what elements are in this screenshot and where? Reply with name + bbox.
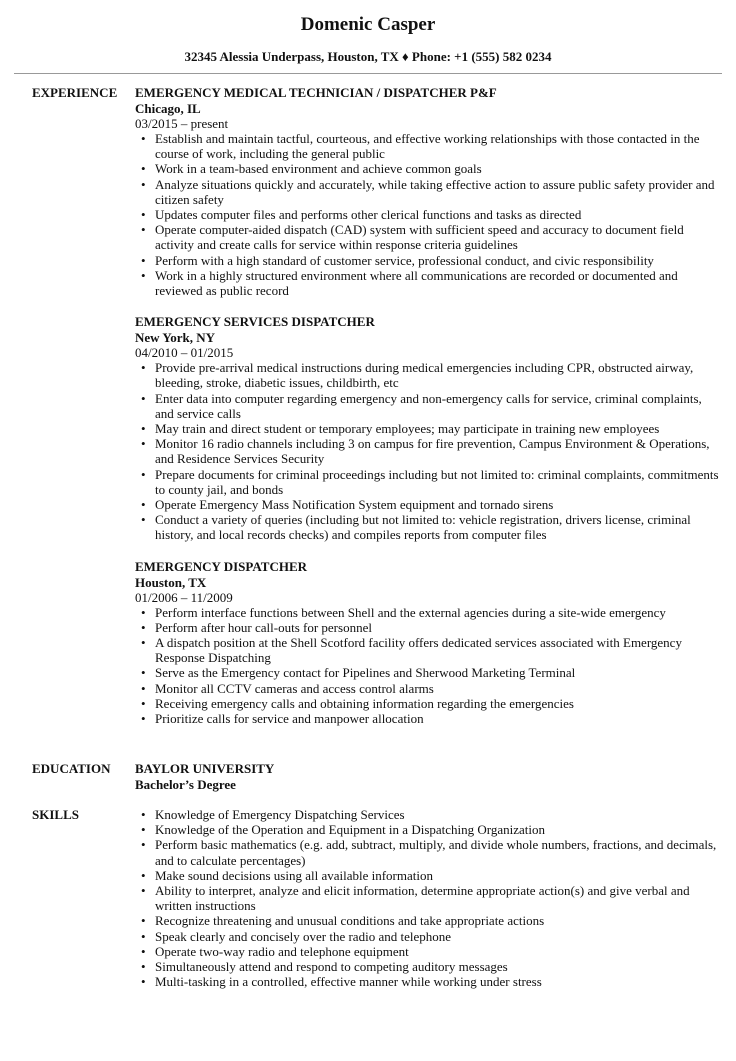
job-title: EMERGENCY DISPATCHER (135, 558, 308, 574)
list-item: • Perform basic mathematics (e.g. add, subtract, multiply, and divide whole numbers, fractions, and decimals, and to calculate percentages) (155, 837, 720, 867)
list-item: • Conduct a variety of queries (including but not limited to: vehicle registration, drivers license, criminal history, and local records checks) and compiles reports from computer files (155, 512, 720, 542)
list-item: • May train and direct student or temporary employees; may participate in training new employees (155, 421, 720, 436)
list-item: • Operate two-way radio and telephone equipment (155, 944, 720, 959)
job-bullets (135, 605, 720, 727)
header-divider (14, 73, 722, 74)
job-title: EMERGENCY SERVICES DISPATCHER (135, 314, 375, 330)
list-item: • Enter data into computer regarding emergency and non-emergency calls for service, criminal complaints, and service calls (155, 391, 720, 421)
skills-heading: SKILLS (32, 807, 79, 822)
job-dates: 03/2015 – present (135, 116, 229, 131)
contact-line: 32345 Alessia Underpass, Houston, TX ♦ Phone: +1 (555) 582 0234 (184, 49, 552, 64)
list-item: • Knowledge of the Operation and Equipment in a Dispatching Organization (155, 822, 720, 837)
job-location: New York, NY (135, 330, 216, 346)
job-entry (135, 314, 720, 542)
education-body (135, 761, 720, 792)
degree: Bachelor’s Degree (135, 777, 236, 792)
list-item: • Monitor all CCTV cameras and access control alarms (155, 681, 720, 696)
experience-heading: EXPERIENCE (32, 85, 118, 100)
list-item: • Perform interface functions between Shell and the external agencies during a site-wide emergency (155, 605, 720, 620)
list-item: • Monitor 16 radio channels including 3 on campus for fire prevention, Campus Environment & Operations, and Residence Services Security (155, 436, 720, 466)
list-item: • Establish and maintain tactful, courteous, and effective working relationships with those contacted in the course of work, including the general public (155, 131, 720, 161)
job-location: Chicago, IL (135, 101, 201, 116)
list-item: • Prioritize calls for service and manpower allocation (155, 711, 720, 726)
skills-body (135, 807, 720, 989)
list-item: • Provide pre-arrival medical instructions during medical emergencies including CPR, obstructed airway, bleeding, stroke, diabetic issues, childbirth, etc (155, 360, 720, 390)
list-item: • Analyze situations quickly and accurately, while taking effective action to assure public safety provider and citizen safety (155, 177, 720, 207)
list-item: • Work in a highly structured environment where all communications are recorded or documented and reviewed as public record (155, 268, 720, 298)
job-dates: 04/2010 – 01/2015 (135, 345, 234, 361)
list-item: • Simultaneously attend and respond to competing auditory messages (155, 959, 720, 974)
list-item: • A dispatch position at the Shell Scotford facility offers dedicated services associated with Emergency Response Dispatching (155, 635, 720, 665)
list-item: • Perform after hour call-outs for personnel (155, 620, 720, 635)
skills-list (135, 807, 720, 989)
candidate-name: Domenic Casper (300, 14, 436, 35)
list-item: • Ability to interpret, analyze and elicit information, determine appropriate action(s) and give verbal and written instructions (155, 883, 720, 913)
school-name: BAYLOR UNIVERSITY (135, 761, 275, 776)
job-bullets (135, 360, 720, 542)
list-item: • Operate computer-aided dispatch (CAD) system with sufficient speed and accuracy to document field activity and create calls for service within response criteria guidelines (155, 222, 720, 252)
list-item: • Knowledge of Emergency Dispatching Services (155, 807, 720, 822)
list-item: • Speak clearly and concisely over the radio and telephone (155, 929, 720, 944)
job-entry (135, 559, 720, 727)
list-item: • Make sound decisions using all available information (155, 868, 720, 883)
job-bullets (135, 131, 720, 298)
list-item: • Work in a team-based environment and achieve common goals (155, 161, 720, 176)
job-location: Houston, TX (135, 574, 207, 590)
job-title: EMERGENCY MEDICAL TECHNICIAN / DISPATCHER P&F (135, 85, 497, 100)
job-entry (135, 85, 720, 298)
list-item: • Serve as the Emergency contact for Pipelines and Sherwood Marketing Terminal (155, 665, 720, 680)
list-item: • Recognize threatening and unusual conditions and take appropriate actions (155, 913, 720, 928)
list-item: • Operate Emergency Mass Notification System equipment and tornado sirens (155, 497, 720, 512)
list-item: • Prepare documents for criminal proceedings including but not limited to: criminal complaints, commitments to county jail, and bonds (155, 467, 720, 497)
experience-body (135, 85, 720, 742)
list-item: • Multi-tasking in a controlled, effective manner while working under stress (155, 974, 720, 989)
list-item: • Updates computer files and performs other clerical functions and tasks as directed (155, 207, 720, 222)
list-item: • Receiving emergency calls and obtaining information regarding the emergencies (155, 696, 720, 711)
education-heading: EDUCATION (32, 761, 111, 776)
job-dates: 01/2006 – 11/2009 (135, 589, 233, 605)
list-item: • Perform with a high standard of customer service, professional conduct, and civic responsibility (155, 253, 720, 268)
